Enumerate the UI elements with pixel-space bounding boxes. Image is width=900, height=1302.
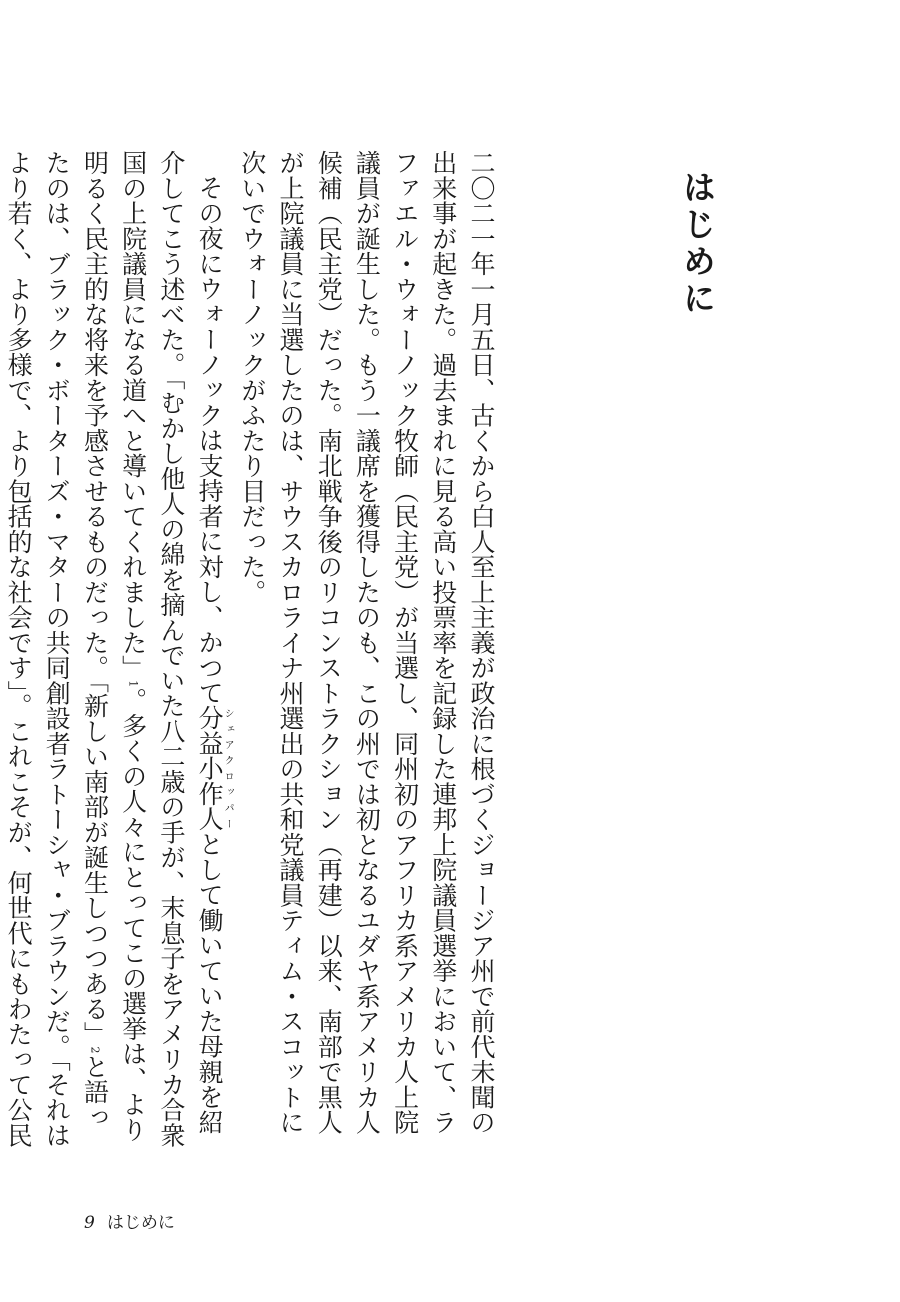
paragraph-2 [0,150,233,1150]
chapter-title: はじめに [678,170,717,318]
note-reference-2[interactable]: 2 [88,1046,102,1054]
running-head: はじめに [106,1213,175,1233]
paragraph-2-text-c: と語ったのは、ブラック・ボーターズ・マターの共同創設者ラトーシャ・ブラウンだ。「それはより若く、より多様で、より包括的な社会です」。これこそが、何世代にもわたって公民 [4,150,110,1148]
ruby-reading: シェアクロッパー [222,705,234,832]
paragraph-2-text-a: その夜にウォーノックは支持者に対し、かつて分益小作人シェアクロッパーとして働いていた母親を紹介してこう述べた。「むかし他人の綿を摘んでいた八二歳の手が、末息子をアメリカ合衆国の上院議員になる道へと導いてくれました」 [118,150,234,1148]
body-text [4,150,500,1150]
ruby-annotation: 分益小作人シェアクロッパー [195,705,234,832]
page-footer [84,1212,175,1234]
page-number: 9 [84,1213,95,1233]
note-reference-1[interactable]: 1 [126,680,140,688]
paragraph-1-text: 二〇二一年一月五日、古くから白人至上主義が政治に根づくジョージア州で前代未聞の出来事が起きた。過去まれに見る高い投票率を記録した連邦上院議員選挙において、ラファエル・ウォーノック牧師（民主党）が当選し、同州初のアフリカ系アメリカ人上院議員が誕生した。もう一議席を獲得したのも、この州では初となるユダヤ系アメリカ人候補（民主党）だった。南北戦争後のリコンストラクション（再建）以来、南部で黒人が上院議員に当選したのは、サウスカロライナ州選出の共和党議員ティム・スコットに次いでウォーノックがふたり目だった。 [237,150,496,1135]
paragraph-1 [233,150,500,1150]
paragraph-2-text-b: 。多くの人々にとってこの選挙は、より明るく民主的な将来を予感させるものだった。「新しい南部が誕生しつつある」 [80,150,148,1142]
